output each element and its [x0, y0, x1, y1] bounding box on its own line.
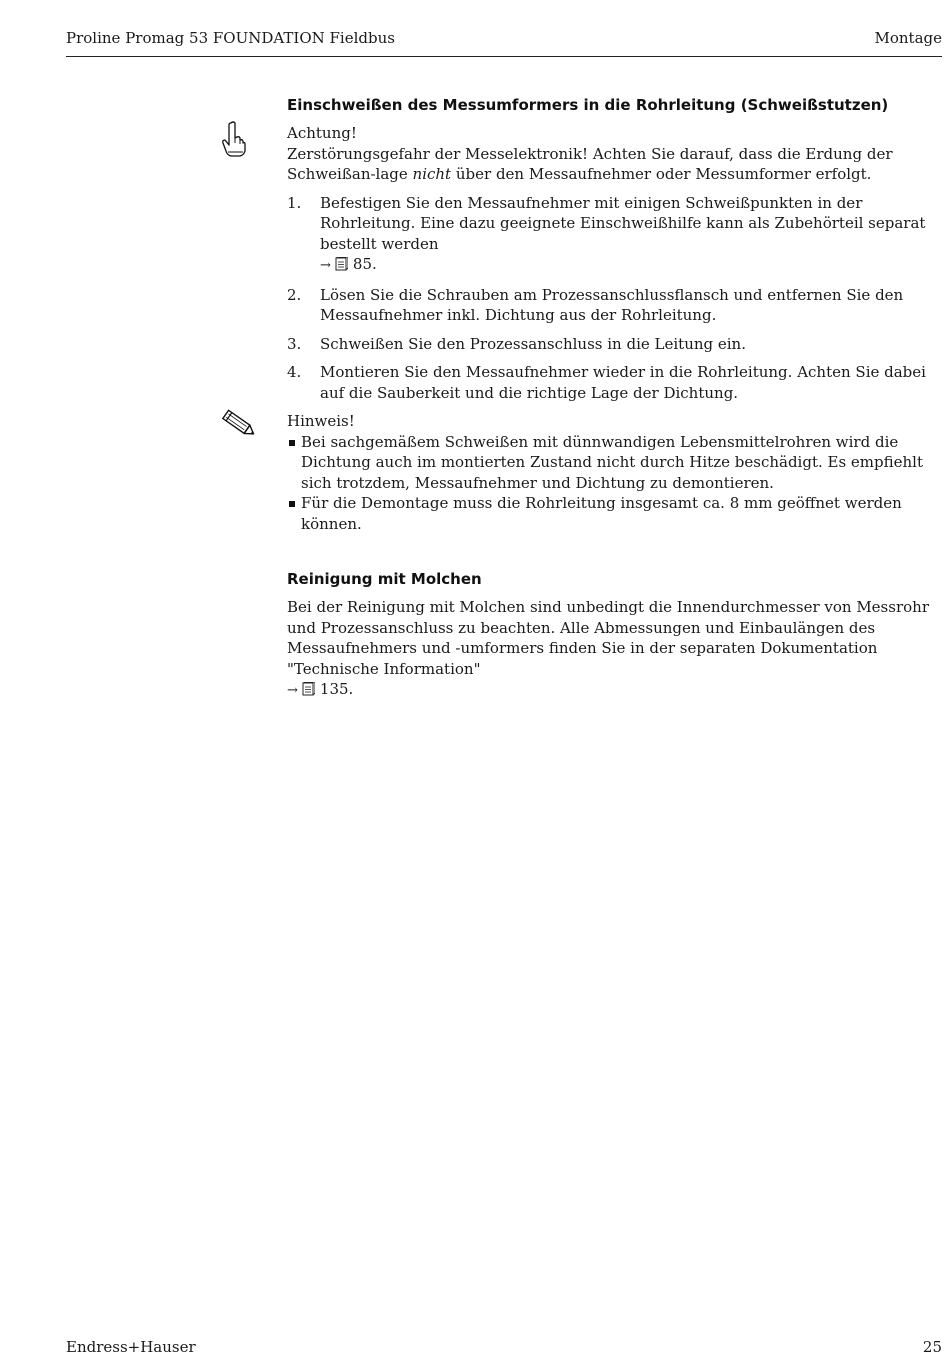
warning-notice	[287, 123, 942, 185]
section-heading-welding: Einschweißen des Messumformers in die Rohrleitung (Schweißstutzen)	[287, 96, 889, 114]
header-document-title: Proline Promag 53 FOUNDATION Fieldbus	[66, 29, 395, 47]
arrow-right-icon: →	[287, 683, 298, 698]
bullet-square-icon	[289, 501, 295, 507]
list-item: 4. Montieren Sie den Messaufnehmer wieder in die Rohrleitung. Achten Sie dabei auf die Sauberkeit und die richtige Lage der Dichtung.	[287, 363, 926, 402]
footer-company: Endress+Hauser	[66, 1338, 196, 1356]
page-header	[66, 28, 942, 57]
document-icon	[335, 257, 348, 271]
page-reference[interactable]: → 135.	[287, 680, 354, 698]
note-bullet-list	[287, 432, 942, 535]
header-chapter-title: Montage	[874, 29, 942, 47]
page-footer	[66, 1337, 942, 1359]
arrow-right-icon: →	[320, 258, 331, 273]
list-item: 3. Schweißen Sie den Prozessanschluss in die Leitung ein.	[287, 334, 746, 353]
bullet-square-icon	[289, 440, 295, 446]
list-item: Für die Demontage muss die Rohrleitung insgesamt ca. 8 mm geöffnet werden können.	[287, 493, 942, 534]
document-icon	[302, 682, 315, 696]
welding-steps-list	[287, 193, 942, 404]
list-item: Bei sachgemäßem Schweißen mit dünnwandigen Lebensmittelrohren wird die Dichtung auch im montierten Zustand nicht durch Hitze beschädigt. Es empfiehlt sich trotzdem, Messaufnehmer und Dichtung zu demontieren.	[287, 432, 942, 494]
pencil-icon	[217, 405, 259, 441]
list-item: 2. Lösen Sie die Schrauben am Prozessanschlussflansch und entfernen Sie den Messaufnehmer inkl. Dichtung aus der Rohrleitung.	[287, 285, 904, 324]
page-reference[interactable]: → 85.	[320, 255, 377, 273]
page-content	[287, 94, 942, 702]
warning-text: Zerstörungsgefahr der Messelektronik! Achten Sie darauf, dass die Erdung der Schweißan-lage nicht über den Messaufnehmer oder Messumformer erfolgt.	[287, 144, 893, 183]
list-item: 1. Befestigen Sie den Messaufnehmer mit einigen Schweißpunkten in der Rohrleitung. Eine dazu geeignete Einschweißhilfe kann als Zubehörteil separat bestellt werden → 85.	[287, 193, 926, 273]
page-number: 25	[922, 1338, 942, 1356]
warning-title: Achtung!	[287, 124, 357, 142]
hand-pointing-icon	[219, 121, 247, 157]
note-title: Hinweis!	[287, 412, 355, 430]
pigging-paragraph: Bei der Reinigung mit Molchen sind unbedingt die Innendurchmesser von Messrohr und Prozessanschluss zu beachten. Alle Abmessungen und Einbaulängen des Messaufnehmers und -umformers finden Sie in der separaten Dokumentation "Technische Information" → 135.	[287, 598, 929, 698]
section-heading-pigging: Reinigung mit Molchen	[287, 570, 482, 588]
note-notice	[287, 411, 942, 534]
